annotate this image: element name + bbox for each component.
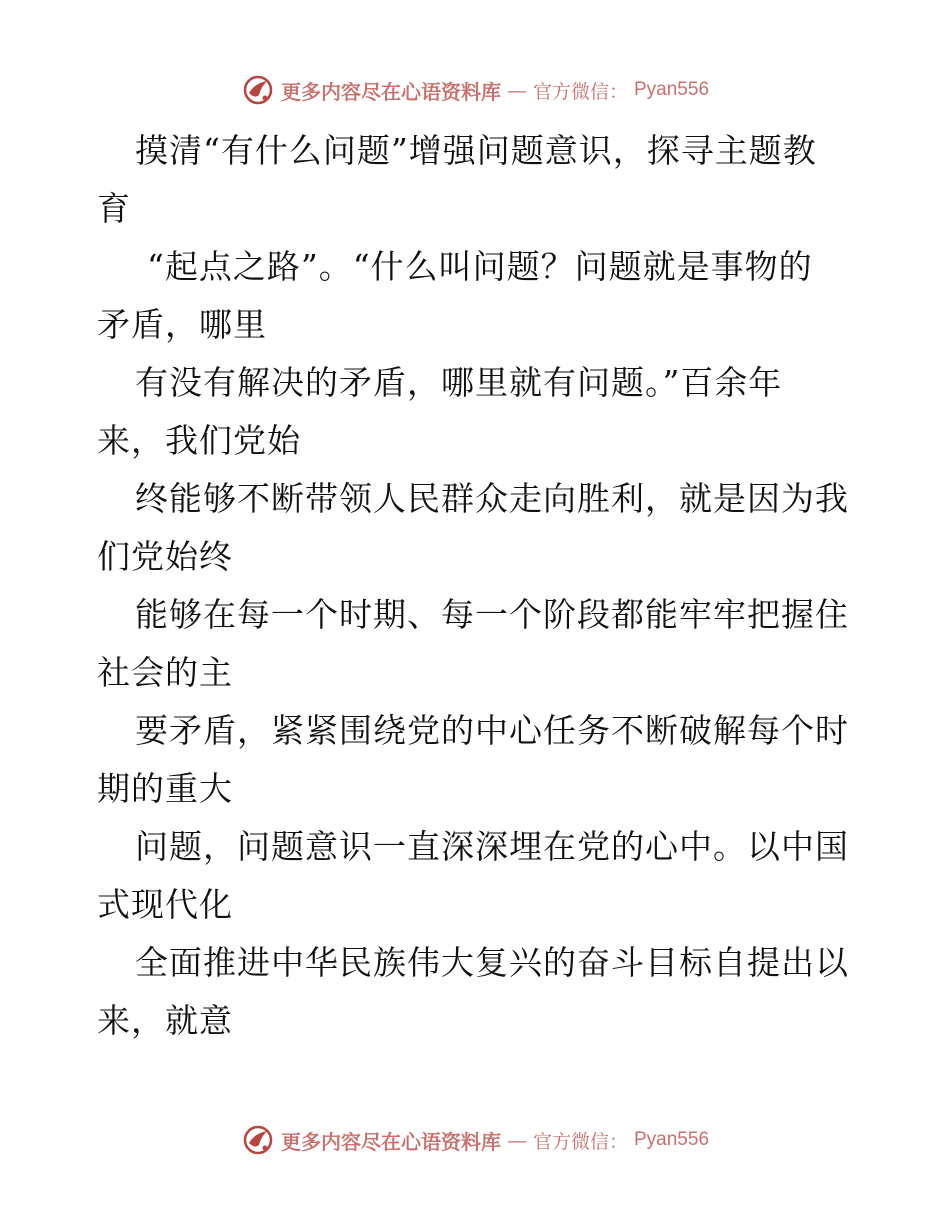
ink-brush-circle-icon: [241, 73, 275, 107]
watermark-official: 官方微信：: [532, 80, 628, 103]
text-line: 全面推进中华民族伟大复兴的奋斗目标自提出以: [135, 943, 849, 982]
text-line: 期的重大: [97, 769, 233, 808]
text-line: 来，就意: [97, 1001, 233, 1040]
watermark-brand: 更多内容尽在心语资料库: [280, 79, 501, 104]
text-line: 摸清“有什么问题”增强问题意识，探寻主题教: [135, 131, 817, 170]
text-line: 式现代化: [97, 885, 233, 924]
ink-brush-circle-icon: [241, 1123, 275, 1157]
text-line: “起点之路”。“什么叫问题？问题就是事物的: [147, 247, 813, 286]
watermark-account: Pyan556: [634, 79, 710, 100]
watermark-brand: 更多内容尽在心语资料库: [280, 1129, 501, 1154]
watermark-separator: —: [506, 78, 527, 102]
text-line: 问题，问题意识一直深深埋在党的心中。以中国: [135, 827, 849, 866]
text-line: 来，我们党始: [97, 421, 301, 460]
text-line: 终能够不断带领人民群众走向胜利，就是因为我: [135, 479, 849, 518]
footer-watermark: [0, 1120, 950, 1160]
text-line: 们党始终: [97, 537, 233, 576]
watermark-account: Pyan556: [634, 1129, 710, 1150]
watermark-official: 官方微信：: [532, 1130, 628, 1153]
watermark-separator: —: [506, 1128, 527, 1152]
text-line: 能够在每一个时期、每一个阶段都能牢牢把握住: [135, 595, 849, 634]
text-line: 社会的主: [97, 653, 233, 692]
header-watermark: [0, 70, 950, 110]
text-line: 要矛盾，紧紧围绕党的中心任务不断破解每个时: [135, 711, 849, 750]
document-body: [97, 122, 857, 1050]
text-line: 矛盾，哪里: [97, 305, 267, 344]
text-line: 育: [97, 189, 131, 228]
text-line: 有没有解决的矛盾，哪里就有问题。”百余年: [135, 363, 783, 402]
